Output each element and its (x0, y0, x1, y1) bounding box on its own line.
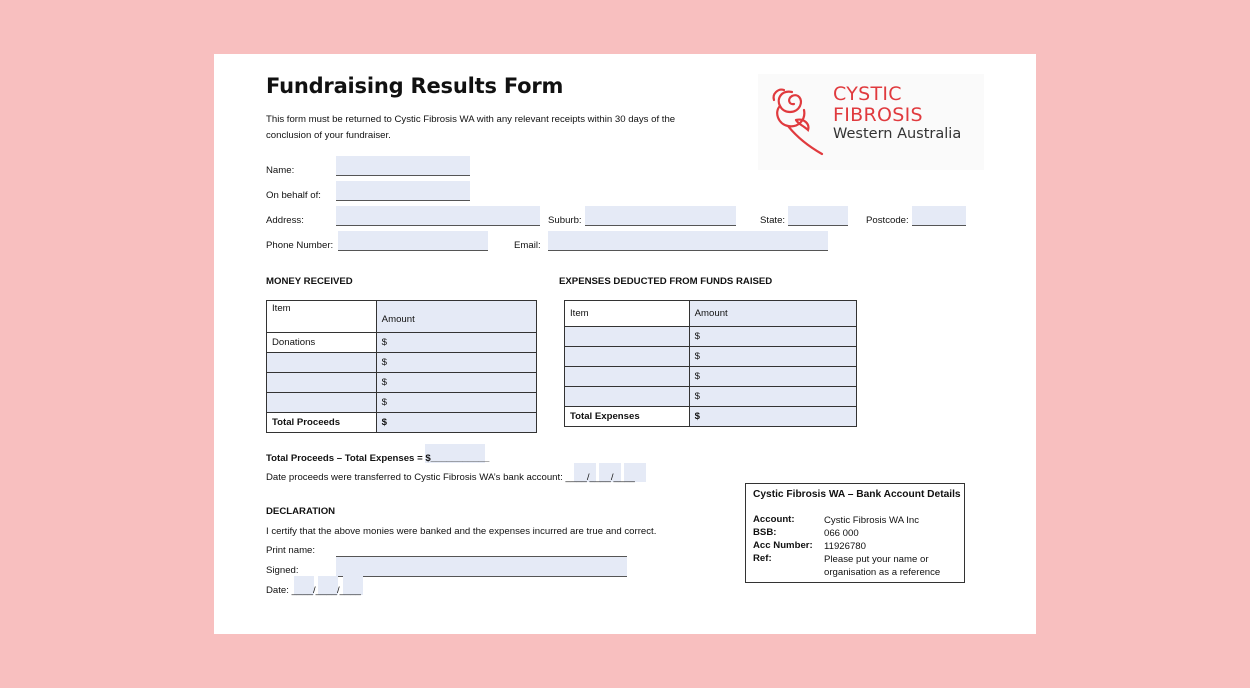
bank-details-title: Cystic Fibrosis WA – Bank Account Details (753, 489, 961, 500)
total-expenses-amount[interactable]: $ (689, 407, 856, 427)
name-label: Name: (266, 165, 295, 176)
amount-cell[interactable]: $ (689, 327, 856, 347)
money-received-heading: MONEY RECEIVED (266, 276, 353, 287)
expenses-heading: EXPENSES DEDUCTED FROM FUNDS RAISED (559, 276, 773, 287)
item-cell[interactable] (565, 347, 690, 367)
table-row (565, 367, 857, 387)
logo-line-cystic: CYSTIC (833, 83, 902, 105)
net-total-formula: Total Proceeds – Total Expenses = $___________ (266, 453, 490, 464)
item-cell[interactable] (565, 367, 690, 387)
postcode-label: Postcode: (866, 215, 909, 226)
logo-line-wa: Western Australia (833, 126, 962, 142)
table-header-row (565, 301, 857, 327)
total-proceeds-label: Total Proceeds (267, 413, 377, 433)
form-title: Fundraising Results Form (266, 74, 564, 98)
item-cell[interactable]: Donations (267, 333, 377, 353)
declaration-date-label: Date: ____/____/____ (266, 585, 361, 596)
amount-cell[interactable]: $ (689, 387, 856, 407)
email-field[interactable] (548, 231, 828, 251)
total-row (565, 407, 857, 427)
total-expenses-label: Total Expenses (565, 407, 690, 427)
suburb-label: Suburb: (548, 215, 582, 226)
amount-cell[interactable]: $ (376, 393, 536, 413)
account-value: Cystic Fibrosis WA Inc (824, 515, 920, 526)
amount-cell[interactable]: $ (376, 333, 536, 353)
item-cell[interactable] (565, 387, 690, 407)
signed-label: Signed: (266, 565, 299, 576)
column-header-amount: Amount (689, 301, 856, 327)
suburb-field[interactable] (585, 206, 736, 226)
amount-cell[interactable]: $ (689, 347, 856, 367)
amount-cell[interactable]: $ (376, 353, 536, 373)
bsb-label: BSB: (753, 527, 777, 538)
ref-value: Please put your name or organisation as a reference (824, 554, 941, 578)
state-label: State: (760, 215, 786, 226)
table-row (565, 387, 857, 407)
table-row (565, 327, 857, 347)
on-behalf-field[interactable] (336, 181, 470, 201)
acc-number-value: 11926780 (824, 541, 866, 552)
amount-cell[interactable]: $ (376, 373, 536, 393)
expenses-table (564, 300, 857, 427)
column-header-item: Item (565, 301, 690, 327)
address-label: Address: (266, 215, 304, 226)
postcode-field[interactable] (912, 206, 966, 226)
phone-field[interactable] (338, 231, 488, 251)
column-header-item: Item (267, 301, 377, 333)
print-name-field[interactable] (336, 542, 627, 557)
table-row (565, 347, 857, 367)
address-field[interactable] (336, 206, 540, 226)
declaration-heading: DECLARATION (266, 506, 336, 517)
bsb-value: 066 000 (824, 528, 859, 539)
email-label: Email: (514, 240, 541, 251)
signature-field[interactable] (336, 557, 627, 577)
form-instructions: This form must be returned to Cystic Fibrosis WA with any relevant receipts within 30 days of the conclusion of your fundraiser. (266, 114, 676, 141)
table-row (267, 393, 537, 413)
item-cell[interactable] (267, 353, 377, 373)
table-header-row (267, 301, 537, 333)
total-row (267, 413, 537, 433)
on-behalf-label: On behalf of: (266, 190, 321, 201)
rose-icon (770, 84, 830, 160)
table-row (267, 373, 537, 393)
amount-cell[interactable]: $ (689, 367, 856, 387)
ref-label: Ref: (753, 553, 772, 564)
item-cell[interactable] (267, 393, 377, 413)
print-name-label: Print name: (266, 545, 316, 556)
item-cell[interactable] (267, 373, 377, 393)
table-row (267, 333, 537, 353)
phone-label: Phone Number: (266, 240, 334, 251)
acc-number-label: Acc Number: (753, 540, 813, 551)
date-transferred-label: Date proceeds were transferred to Cystic Fibrosis WA’s bank account: ____/____/____ (266, 472, 635, 483)
bank-details-box (745, 483, 965, 583)
logo-line-fibrosis: FIBROSIS (833, 104, 923, 126)
total-proceeds-amount[interactable]: $ (376, 413, 536, 433)
item-cell[interactable] (565, 327, 690, 347)
table-row (267, 353, 537, 373)
money-received-table (266, 300, 537, 433)
cystic-fibrosis-logo (758, 74, 984, 170)
state-field[interactable] (788, 206, 848, 226)
form-page (214, 54, 1036, 634)
column-header-amount: Amount (376, 301, 536, 333)
name-field[interactable] (336, 156, 470, 176)
account-label: Account: (753, 514, 795, 525)
declaration-statement: I certify that the above monies were banked and the expenses incurred are true and correct. (266, 526, 657, 537)
